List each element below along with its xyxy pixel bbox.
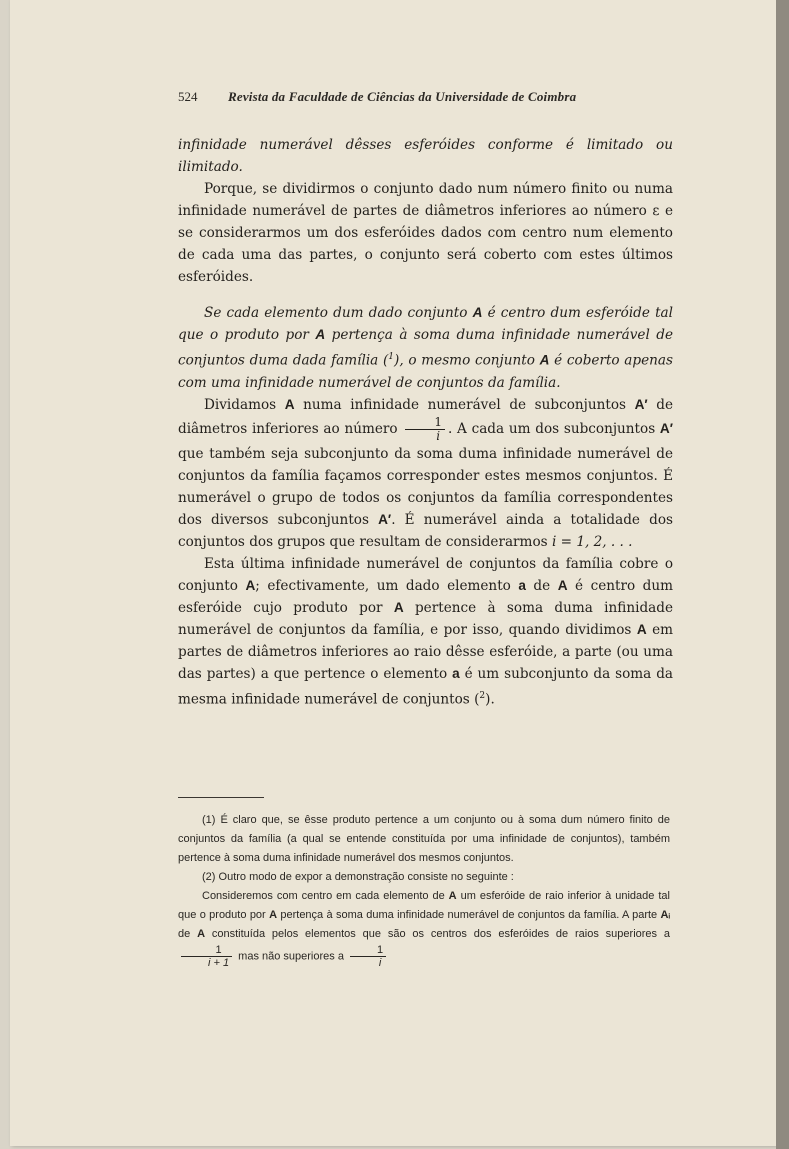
symbol-A: A <box>472 305 483 320</box>
running-header <box>178 89 638 109</box>
paragraph-continuation: infinidade numerável dêsses esferóides conforme é limitado ou ilimitado. <box>178 137 673 175</box>
symbol-A-prime: A′ <box>659 420 673 436</box>
symbol-A-prime: A′ <box>378 511 392 527</box>
symbol-A-i: Aᵢ <box>660 909 670 921</box>
footnote-separator <box>178 797 264 798</box>
page-edge-shadow <box>776 0 789 1149</box>
symbol-a: a <box>518 577 526 593</box>
symbol-A: A <box>557 577 568 593</box>
symbol-A: A <box>636 621 647 637</box>
fraction-one-over-i: $\frac{1}{i}$ <box>405 416 445 443</box>
symbol-A: A <box>448 890 457 902</box>
journal-title: Revista da Faculdade de Ciências da Universidade de Coimbra <box>228 89 577 104</box>
footnote-1: (1) É claro que, se êsse produto pertence a um conjunto ou à soma dum número finito de conjuntos da família (a qual se entende constituída por uma infinidade de conjuntos), também pertence à soma duma infinidade numerável dos mesmos conjuntos. <box>178 814 671 864</box>
footnote-2-continuation: Consideremos com centro em cada elemento de A um esferóide de raio inferior à unidade tal que o produto por A pertença à soma duma infinidade numerável de conjuntos da família. A parte Aᵢ de A constituída pelos elementos que são os centros dos esferóides de raios superiores a $\frac{1}{i + 1}$ mas não superiores a $\frac{1}{i}$ <box>178 890 670 969</box>
fraction-one-over-i: $\frac{1}{i}$ <box>350 944 386 969</box>
paragraph-proof: Porque, se dividirmos o conjunto dado num número finito ou numa infinidade numerável de partes de diâmetros inferiores ao número ε e se considerarmos um dos esferóides dados com centro num elemento de cada uma das partes, o conjunto será coberto com estes últimos esferóides. <box>178 181 673 285</box>
theorem-statement: Se cada elemento dum dado conjunto A é centro dum esferóide tal que o produto por A pertença à soma duma infinidade numerável de conjuntos duma dada família ($^1$), o mesmo conjunto A é coberto apenas com uma infinidade numerável de conjuntos da família. <box>178 305 674 391</box>
symbol-A: A <box>245 577 256 593</box>
symbol-A: A <box>393 599 404 615</box>
symbol-A: A <box>315 327 326 342</box>
main-text <box>178 134 673 710</box>
symbol-a: a <box>452 665 460 681</box>
symbol-A: A <box>284 396 295 412</box>
paragraph-division: Dividamos A numa infinidade numerável de subconjuntos A′ de diâmetros inferiores ao número $\frac{1}{i}$ . A cada um dos subconjuntos A′ que também seja subconjunto da soma duma infinidade numerável de conjuntos da família façamos corresponder estes mesmos conjuntos. É numerável o grupo de todos os conjuntos da família correspondentes dos diversos subconjuntos A′. É numerável ainda a totalidade dos conjuntos dos grupos que resultam de considerarmos i = 1, 2, . . . <box>178 396 673 550</box>
footnote-2-mark: (2) <box>202 871 216 883</box>
footnotes <box>178 811 670 969</box>
index-sequence: i = 1, 2, . . . <box>551 533 633 550</box>
symbol-A: A <box>539 352 550 368</box>
symbol-A: A <box>197 928 206 940</box>
footnote-2: (2) Outro modo de expor a demonstração consiste no seguinte : <box>202 871 514 883</box>
page-number: 524 <box>178 89 198 104</box>
footnote-ref-1: 1 <box>388 352 395 362</box>
footnote-ref-2: 2 <box>479 690 486 701</box>
fraction-one-over-i-plus-one: $\frac{1}{i + 1}$ <box>181 944 232 969</box>
symbol-A: A <box>269 909 278 921</box>
footnote-1-mark: (1) <box>202 814 216 826</box>
symbol-A-prime: A′ <box>634 396 648 412</box>
paragraph-cover: Esta última infinidade numerável de conjuntos da família cobre o conjunto A; efectivamente, um dado elemento a de A é centro dum esferóide cujo produto por A pertence à soma duma infinidade numerável de conjuntos da família, e por isso, quando dividimos A em partes de diâmetros inferiores ao raio dêsse esferóide, a parte (ou uma das partes) a que pertence o elemento a é um subconjunto da soma da mesma infinidade numerável de conjuntos ($^2$). <box>178 555 674 708</box>
